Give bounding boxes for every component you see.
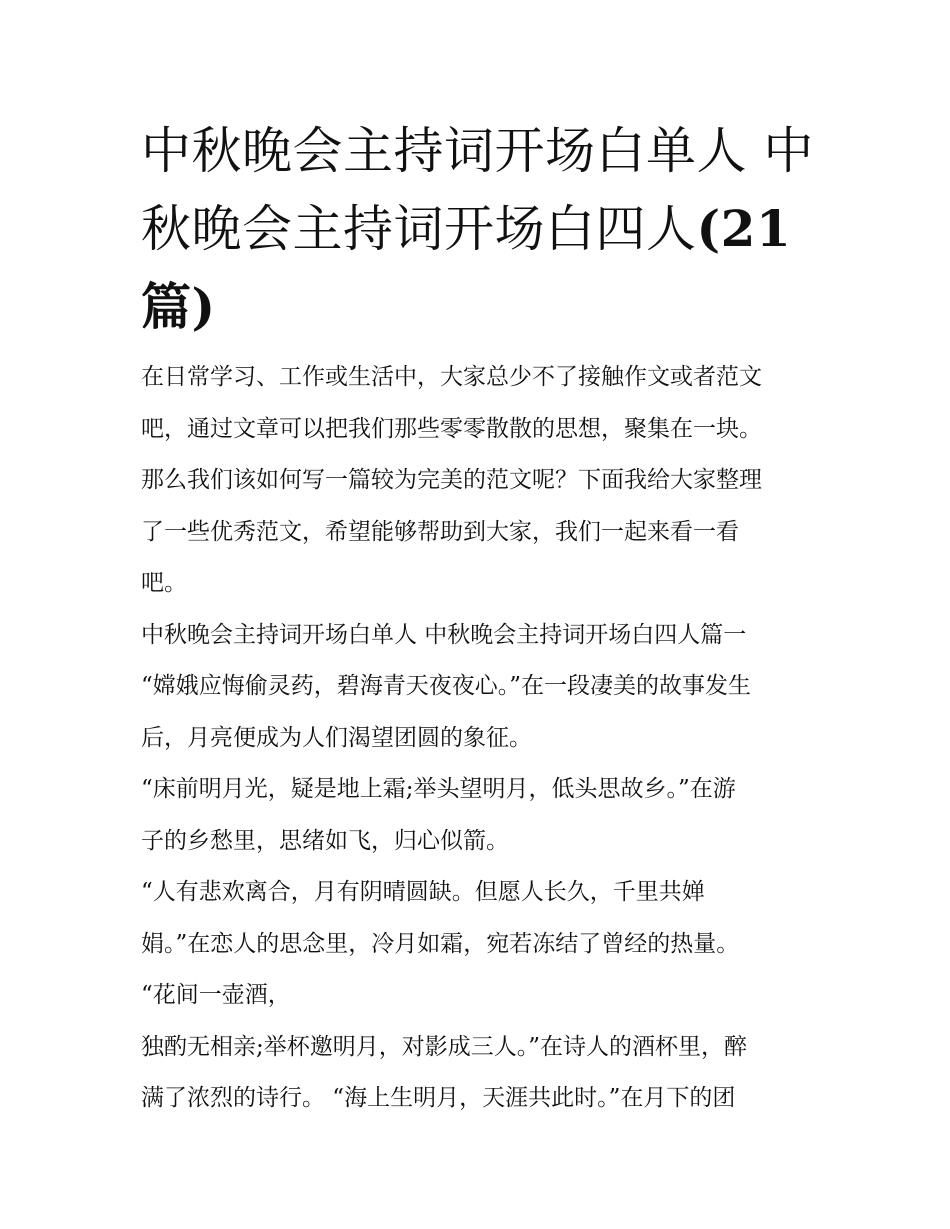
- title-line-2: [141, 190, 841, 268]
- body-line: “嫦娥应悔偷灵药，碧海青天夜夜心。”在一段凄美的故事发生: [141, 673, 752, 699]
- body-line: 后，月亮便成为人们渴望团圆的象征。: [141, 724, 532, 751]
- title-line-1: 中秋晚会主持词开场白单人 中: [141, 122, 814, 180]
- title-line-3: 篇): [141, 277, 216, 336]
- document-body: [141, 352, 841, 1125]
- body-line: 吧。: [141, 570, 187, 596]
- body-line: 在日常学习、工作或生活中，大家总少不了接触作文或者范文: [141, 364, 762, 390]
- body-line: 了一些优秀范文，希望能够帮助到大家，我们一起来看一看: [141, 518, 739, 545]
- body-line: “床前明月光，疑是地上霜;举头望明月，低头思故乡。”在游: [141, 776, 736, 802]
- body-line: “人有悲欢离合，月有阴晴圆缺。但愿人长久，千里共婵: [141, 879, 705, 905]
- body-line: 独酌无相亲;举杯邀明月，对影成三人。”在诗人的酒杯里，醉: [141, 1033, 748, 1060]
- body-line: “花间一壶酒，: [141, 982, 291, 1008]
- title-line-2-text: 秋晚会主持词开场白四人: [141, 200, 697, 258]
- body-line: 子的乡愁里，思绪如飞，归心似箭。: [141, 827, 509, 854]
- title-line-2-number: (21: [696, 199, 792, 258]
- section-heading: 中秋晚会主持词开场白单人 中秋晚会主持词开场白四人篇一: [141, 621, 747, 648]
- body-line: 吧，通过文章可以把我们那些零零散散的思想，聚集在一块。: [141, 415, 762, 442]
- body-line: 满了浓烈的诗行。 “海上生明月，天涯共此时。”在月下的团: [141, 1085, 736, 1111]
- body-line: 那么我们该如何写一篇较为完美的范文呢？下面我给大家整理: [141, 467, 762, 493]
- document-title: [141, 112, 841, 346]
- body-line: 娟。”在恋人的思念里，冷月如霜，宛若冻结了曾经的热量。: [141, 930, 740, 957]
